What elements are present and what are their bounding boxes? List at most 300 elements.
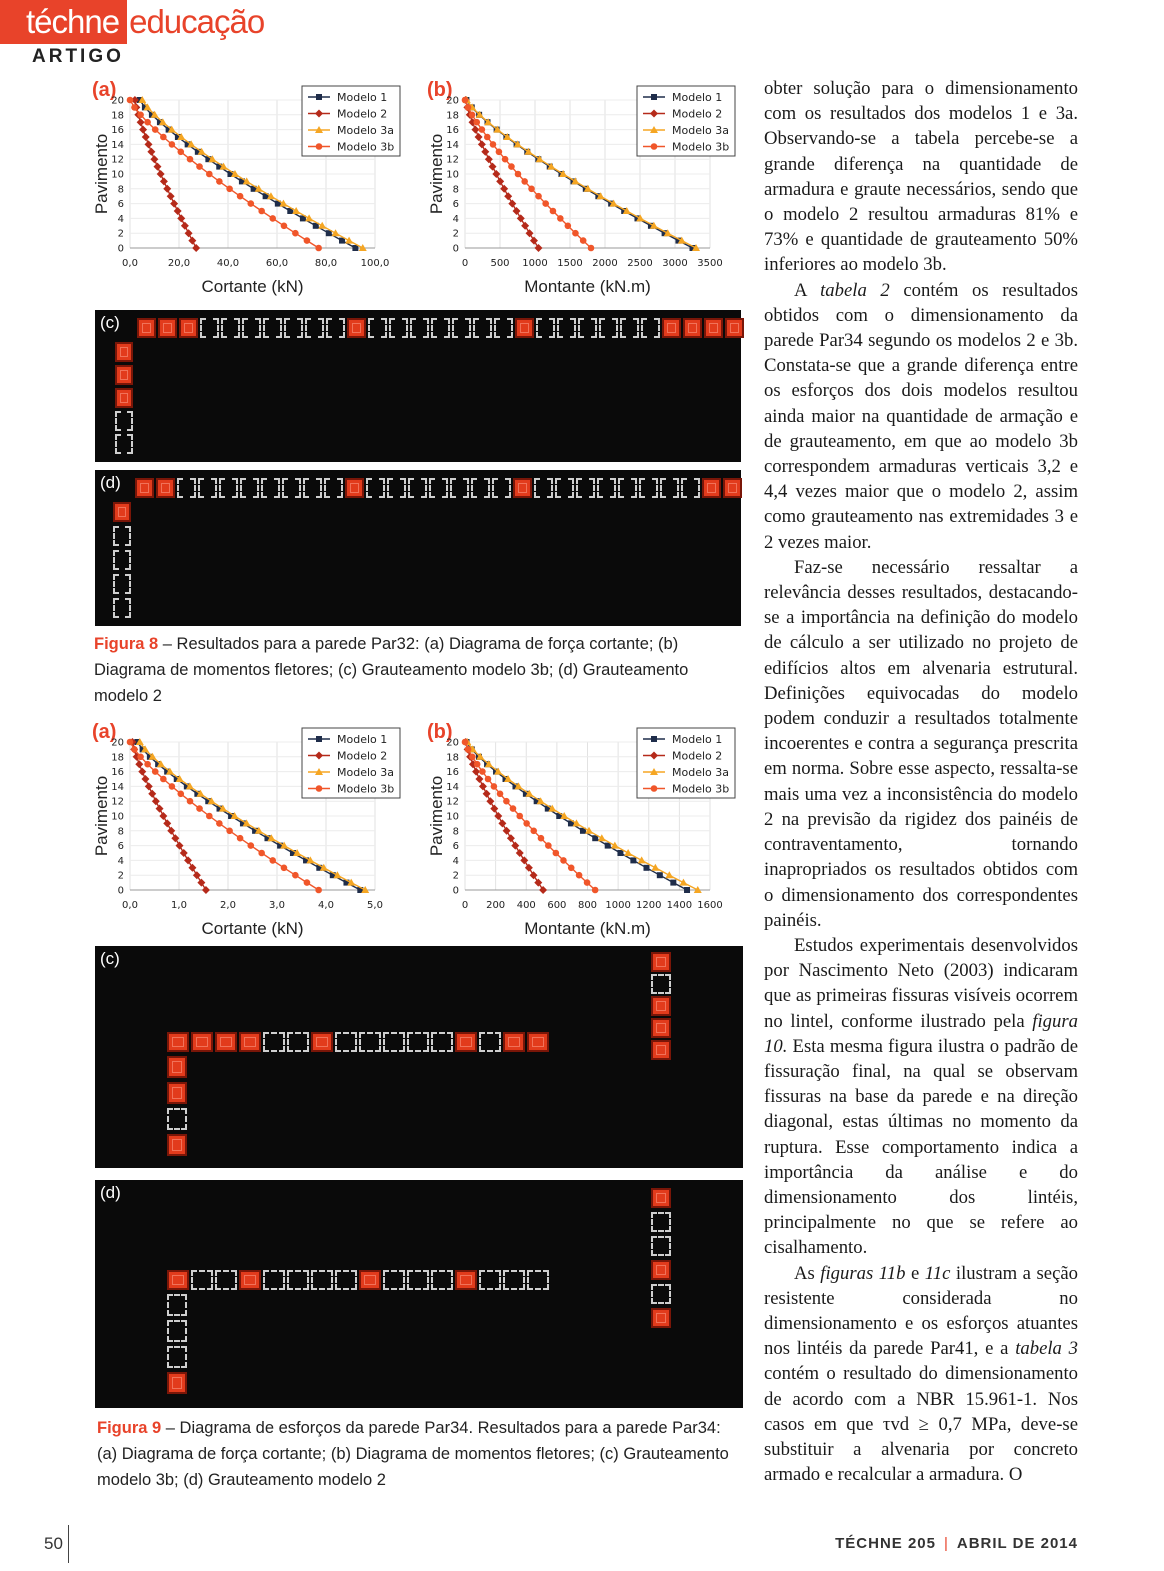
- hollow-block: [284, 318, 303, 338]
- data-point: [144, 140, 152, 148]
- data-point: [181, 222, 189, 230]
- data-point: [141, 775, 149, 783]
- data-point: [152, 768, 159, 775]
- data-point: [517, 214, 525, 222]
- y-tick-label: 10: [446, 811, 459, 823]
- data-point: [188, 237, 196, 245]
- hollow-block: [389, 318, 408, 338]
- hollow-block: [599, 318, 618, 338]
- data-point: [163, 819, 171, 827]
- data-point: [580, 237, 587, 244]
- issue-date: ABRIL DE 2014: [956, 1535, 1078, 1552]
- data-point: [500, 185, 508, 193]
- hollow-block: [492, 478, 511, 498]
- hollow-block: [651, 1284, 671, 1304]
- data-point: [479, 126, 486, 133]
- panel-tag: (b): [427, 721, 453, 743]
- grouted-block: [113, 502, 131, 522]
- y-tick-label: 16: [446, 767, 459, 779]
- legend-label: Modelo 1: [337, 733, 388, 746]
- y-tick-label: 14: [111, 781, 124, 793]
- legend-marker: [651, 785, 658, 792]
- hollow-block: [557, 318, 576, 338]
- data-point: [475, 775, 483, 783]
- y-tick-label: 6: [452, 199, 459, 211]
- data-point: [503, 798, 510, 805]
- hollow-block: [263, 318, 282, 338]
- data-point: [462, 97, 469, 104]
- data-point: [474, 761, 481, 768]
- hollow-block: [450, 478, 469, 498]
- data-point: [269, 857, 276, 864]
- grouted-block: [167, 1032, 189, 1052]
- panel-tag: (b): [427, 79, 453, 101]
- paragraph-1: obter solução para o dimensionamento com os resultados dos modelos 1 e 3a. Observando-se a tabela percebe-se a grande diferença na quantidade de armadura e graute necessários, sendo que o modelo 2 resultou armaduras 81% e 73% e quantidade de grauteamento 50% inferiores ao modelo 3b.: [764, 78, 1078, 276]
- data-point: [144, 761, 151, 768]
- data-point: [568, 865, 575, 872]
- hollow-block: [113, 574, 131, 594]
- hollow-block: [326, 318, 345, 338]
- data-point: [486, 797, 494, 805]
- grouted-block: [115, 342, 133, 362]
- x-tick-label: 100,0: [360, 258, 390, 269]
- data-point: [157, 170, 165, 178]
- hollow-block: [597, 478, 616, 498]
- panel-label: (d): [100, 473, 121, 492]
- y-tick-label: 20: [111, 95, 124, 107]
- legend-label: Modelo 3a: [337, 124, 394, 137]
- data-point: [137, 112, 144, 119]
- data-point: [491, 783, 498, 790]
- panel-label: (c): [100, 313, 120, 332]
- legend-label: Modelo 3a: [672, 124, 729, 137]
- data-point: [184, 856, 192, 864]
- y-tick-label: 2: [452, 228, 459, 240]
- y-tick-label: 2: [117, 228, 124, 240]
- grouted-block: [455, 1270, 477, 1290]
- hollow-block: [324, 478, 343, 498]
- y-tick-label: 12: [111, 796, 124, 808]
- hollow-block: [651, 1212, 671, 1232]
- data-point: [216, 178, 223, 185]
- hollow-block: [335, 1270, 357, 1290]
- article-body: [764, 76, 1078, 1487]
- legend-marker: [651, 143, 658, 150]
- y-tick-label: 18: [111, 110, 124, 122]
- data-point: [588, 245, 595, 252]
- hollow-block: [219, 478, 238, 498]
- legend-label: Modelo 3b: [337, 140, 395, 154]
- grouted-block: [137, 318, 156, 338]
- y-tick-label: 16: [111, 125, 124, 137]
- data-point: [187, 798, 194, 805]
- data-point: [176, 842, 184, 850]
- y-tick-label: 20: [111, 737, 124, 749]
- figure9-caption: [97, 1415, 737, 1493]
- y-tick-label: 8: [452, 184, 459, 196]
- x-tick-label: 1,0: [171, 900, 187, 911]
- grouted-block: [725, 318, 744, 338]
- fig8b-svg: [425, 80, 745, 302]
- grouted-block: [651, 1040, 671, 1060]
- data-point: [598, 834, 606, 841]
- hollow-block: [368, 318, 387, 338]
- legend-label: Modelo 1: [672, 733, 723, 746]
- brand-educacao: educação: [129, 3, 265, 40]
- data-point: [177, 791, 184, 798]
- hollow-block: [383, 1270, 405, 1290]
- y-tick-label: 14: [446, 139, 459, 151]
- data-point: [502, 156, 509, 163]
- data-point: [510, 805, 517, 812]
- data-point: [530, 237, 538, 245]
- legend-label: Modelo 3a: [672, 766, 729, 779]
- data-point: [147, 148, 155, 156]
- data-point: [472, 768, 480, 776]
- masthead: [0, 0, 264, 44]
- data-point: [216, 820, 223, 827]
- data-point: [469, 754, 476, 761]
- hollow-block: [240, 478, 259, 498]
- data-point: [651, 864, 659, 871]
- panel-label: (c): [100, 949, 120, 968]
- data-point: [528, 186, 535, 193]
- y-tick-label: 0: [117, 885, 124, 897]
- data-point: [292, 230, 299, 237]
- data-point: [292, 872, 299, 879]
- data-point: [469, 112, 476, 119]
- fig9b-svg: [425, 722, 745, 944]
- data-point: [237, 835, 244, 842]
- hollow-block: [167, 1320, 187, 1342]
- grouted-block: [455, 1032, 477, 1052]
- y-tick-label: 8: [117, 826, 124, 838]
- x-tick-label: 4,0: [318, 900, 334, 911]
- legend-label: Modelo 3a: [337, 766, 394, 779]
- x-axis-title: Montante (kN.m): [524, 919, 651, 938]
- hollow-block: [641, 318, 660, 338]
- hollow-block: [287, 1032, 309, 1052]
- hollow-block: [407, 1270, 429, 1290]
- grouted-block: [651, 1018, 671, 1038]
- fig8a-chart: [90, 80, 410, 302]
- data-point: [617, 850, 623, 856]
- grouted-block: [179, 318, 198, 338]
- data-point: [152, 797, 160, 805]
- x-tick-label: 5,0: [367, 900, 383, 911]
- data-point: [585, 827, 593, 834]
- x-tick-label: 1200: [636, 900, 662, 911]
- data-point: [483, 790, 491, 798]
- grouted-block: [158, 318, 177, 338]
- hollow-block: [527, 1270, 549, 1290]
- x-axis-title: Montante (kN.m): [524, 277, 651, 296]
- y-axis-title: Pavimento: [92, 133, 111, 215]
- brand-techne: téchne: [0, 0, 127, 44]
- data-point: [535, 193, 542, 200]
- grouted-block: [513, 478, 532, 498]
- grouted-block: [311, 1032, 333, 1052]
- data-point: [492, 170, 500, 178]
- data-point: [131, 104, 138, 111]
- data-point: [187, 156, 194, 163]
- hollow-block: [408, 478, 427, 498]
- data-point: [152, 126, 159, 133]
- data-point: [167, 192, 175, 200]
- hollow-block: [263, 1270, 285, 1290]
- paragraph-2: A tabela 2 contém os resultados obtidos com o dimensionamento da parede Par34 segundo os modelos 2 e 3b. Constata-se que a grande diferença entre os esforços dos dois modelos resultou ainda maior na quantidade de armação e de grauteamento, em que ao modelo 3b correspondem armaduras verticais 3,2 e 4,4 vezes maior que o modelo 2, assim como grauteamento nas extremidades 3 e 2 vezes maior.: [764, 279, 1078, 553]
- hollow-block: [410, 318, 429, 338]
- data-point: [538, 835, 545, 842]
- y-tick-label: 12: [446, 154, 459, 166]
- grouted-block: [651, 1188, 671, 1208]
- x-tick-label: 20,0: [167, 258, 191, 269]
- hollow-block: [660, 478, 679, 498]
- hollow-block: [555, 478, 574, 498]
- data-point: [670, 880, 676, 886]
- x-tick-label: 0,0: [122, 258, 138, 269]
- x-tick-label: 3,0: [269, 900, 285, 911]
- data-point: [479, 768, 486, 775]
- data-point: [315, 245, 322, 252]
- hollow-block: [471, 478, 490, 498]
- data-point: [534, 879, 542, 887]
- x-tick-label: 1600: [697, 900, 723, 911]
- section-label: ARTIGO: [32, 46, 124, 67]
- panel-label: (d): [100, 1183, 121, 1202]
- grouted-block: [167, 1056, 187, 1078]
- hollow-block: [198, 478, 217, 498]
- data-point: [515, 171, 522, 178]
- y-tick-label: 10: [111, 169, 124, 181]
- grouted-block: [702, 478, 721, 498]
- data-point: [530, 828, 537, 835]
- data-point: [484, 134, 491, 141]
- data-point: [465, 746, 472, 753]
- data-point: [553, 850, 560, 857]
- hollow-block: [620, 318, 639, 338]
- data-point: [144, 119, 151, 126]
- grouted-block: [345, 478, 364, 498]
- data-point: [247, 842, 254, 849]
- data-point: [237, 193, 244, 200]
- x-tick-label: 1400: [666, 900, 693, 911]
- hollow-block: [536, 318, 555, 338]
- grouted-block: [651, 1308, 671, 1328]
- hollow-block: [681, 478, 700, 498]
- grouted-block: [156, 478, 175, 498]
- legend: [302, 86, 400, 156]
- data-point: [150, 155, 158, 163]
- data-point: [153, 163, 161, 171]
- legend-label: Modelo 1: [672, 91, 723, 104]
- x-tick-label: 1500: [557, 258, 583, 269]
- y-tick-label: 4: [117, 213, 124, 225]
- data-point: [550, 208, 557, 215]
- data-point: [584, 879, 591, 886]
- y-tick-label: 4: [117, 855, 124, 867]
- hollow-block: [115, 411, 133, 431]
- caption-text: – Resultados para a parede Par32: (a) Diagrama de força cortante; (b) Diagrama de momentos fletores; (c) Grauteamento modelo 3b; (d) Grauteamento modelo 2: [94, 635, 689, 705]
- data-point: [475, 133, 483, 141]
- data-point: [258, 850, 265, 857]
- hollow-block: [387, 478, 406, 498]
- y-tick-label: 12: [446, 796, 459, 808]
- data-point: [206, 171, 213, 178]
- y-tick-label: 18: [446, 110, 459, 122]
- data-point: [462, 739, 469, 746]
- data-point: [490, 805, 498, 813]
- data-point: [497, 791, 504, 798]
- grouted-block: [704, 318, 723, 338]
- data-point: [193, 871, 201, 879]
- data-point: [504, 192, 512, 200]
- legend-label: Modelo 3b: [337, 782, 395, 796]
- data-point: [135, 760, 143, 768]
- hollow-block: [113, 598, 131, 618]
- data-point: [315, 887, 322, 894]
- data-point: [170, 200, 178, 208]
- data-point: [138, 768, 146, 776]
- data-point: [167, 827, 175, 835]
- y-tick-label: 10: [446, 169, 459, 181]
- hollow-block: [305, 318, 324, 338]
- data-point: [160, 776, 167, 783]
- x-tick-label: 2000: [592, 258, 618, 269]
- data-point: [576, 872, 583, 879]
- x-tick-label: 500: [490, 258, 510, 269]
- data-point: [148, 790, 156, 798]
- grouted-block: [167, 1082, 187, 1104]
- hollow-block: [534, 478, 553, 498]
- data-point: [523, 820, 530, 827]
- caption-label: Figura 9: [97, 1419, 162, 1437]
- data-point: [471, 126, 479, 134]
- y-tick-label: 2: [117, 870, 124, 882]
- y-tick-label: 16: [111, 767, 124, 779]
- data-point: [530, 871, 538, 879]
- x-tick-label: 2,0: [220, 900, 236, 911]
- y-tick-label: 0: [452, 885, 459, 897]
- fig9c-grout-panel: [95, 946, 743, 1168]
- data-point: [139, 126, 147, 134]
- data-point: [520, 856, 528, 864]
- grouted-block: [167, 1134, 187, 1156]
- legend-label: Modelo 3b: [672, 140, 730, 154]
- data-point: [292, 207, 300, 214]
- data-point: [535, 244, 543, 252]
- y-tick-label: 16: [446, 125, 459, 137]
- hollow-block: [651, 974, 671, 994]
- hollow-block: [287, 1270, 309, 1290]
- hollow-block: [452, 318, 471, 338]
- x-tick-label: 2500: [627, 258, 653, 269]
- data-point: [508, 200, 516, 208]
- grouted-block: [515, 318, 534, 338]
- x-tick-label: 40,0: [216, 258, 240, 269]
- hollow-block: [167, 1346, 187, 1368]
- data-point: [516, 813, 523, 820]
- y-tick-label: 8: [117, 184, 124, 196]
- hollow-block: [282, 478, 301, 498]
- grouted-block: [191, 1032, 213, 1052]
- caption-label: Figura 8: [94, 635, 159, 653]
- x-tick-label: 1000: [605, 900, 631, 911]
- fig9a-chart: [90, 722, 410, 944]
- fig8b-chart: [425, 80, 745, 302]
- hollow-block: [473, 318, 492, 338]
- legend-label: Modelo 1: [337, 91, 388, 104]
- legend: [302, 728, 400, 798]
- legend-label: Modelo 2: [337, 749, 388, 763]
- data-point: [171, 834, 179, 842]
- data-point: [137, 118, 145, 126]
- x-tick-label: 0,0: [122, 900, 138, 911]
- hollow-block: [366, 478, 385, 498]
- data-point: [465, 104, 472, 111]
- data-point: [521, 222, 529, 230]
- grouted-block: [651, 1260, 671, 1280]
- x-tick-label: 3500: [697, 258, 723, 269]
- data-point: [565, 223, 572, 230]
- x-tick-label: 80,0: [314, 258, 338, 269]
- grouted-block: [135, 478, 154, 498]
- data-point: [131, 746, 138, 753]
- grouted-block: [723, 478, 742, 498]
- data-point: [318, 222, 326, 229]
- y-tick-label: 4: [452, 213, 459, 225]
- x-tick-label: 200: [486, 900, 506, 911]
- data-point: [498, 819, 506, 827]
- x-axis-title: Cortante (kN): [201, 277, 304, 296]
- caption-text: – Diagrama de esforços da parede Par34. Resultados para a parede Par34: (a) Diagrama de força cortante; (b) Diagrama de momentos fletores; (c) Grauteamento modelo 3b; (d) Grauteamento modelo 2: [97, 1419, 729, 1489]
- grouted-block: [651, 952, 671, 972]
- data-point: [503, 827, 511, 835]
- data-point: [542, 200, 549, 207]
- data-point: [196, 163, 203, 170]
- y-axis-title: Pavimento: [92, 775, 111, 857]
- y-tick-label: 8: [452, 826, 459, 838]
- data-point: [145, 782, 153, 790]
- paragraph-3: Faz-se necessário ressaltar a relevância desses resultados, destacando-se a importância na definição do modelo de cálculo a ser utilizado no projeto de edifícios altos em alvenaria estrutural. Definições equivocadas do modelo podem conduzir a resultados totalmente incoerentes e contra a segurança prescrita em norma. Sobre esse aspecto, ressalta-se mais uma vez a inconsistência do modelo 2 na previsão da rigidez dos painéis de contraventamento, tornando inapropriados os resultados obtidos com o dimensionamento dos correspondentes painéis.: [764, 556, 1078, 931]
- panel-tag: (a): [92, 79, 117, 101]
- x-tick-label: 60,0: [265, 258, 289, 269]
- data-point: [127, 97, 134, 104]
- hollow-block: [576, 478, 595, 498]
- grouted-block: [662, 318, 681, 338]
- figure8-caption: [94, 631, 744, 709]
- y-tick-label: 0: [117, 243, 124, 255]
- hollow-block: [303, 478, 322, 498]
- x-tick-label: 0: [461, 258, 469, 269]
- legend-label: Modelo 3b: [672, 782, 730, 796]
- hollow-block: [429, 478, 448, 498]
- hollow-block: [494, 318, 513, 338]
- hollow-block: [431, 1032, 453, 1052]
- data-point: [177, 214, 185, 222]
- data-point: [513, 207, 521, 215]
- hollow-block: [383, 1032, 405, 1052]
- data-point: [180, 849, 188, 857]
- data-point: [630, 857, 636, 863]
- hollow-block: [113, 526, 131, 546]
- hollow-block: [431, 318, 450, 338]
- grouted-block: [239, 1032, 261, 1052]
- x-axis-title: Cortante (kN): [201, 919, 304, 938]
- data-point: [177, 149, 184, 156]
- data-point: [174, 207, 182, 215]
- data-point: [304, 879, 311, 886]
